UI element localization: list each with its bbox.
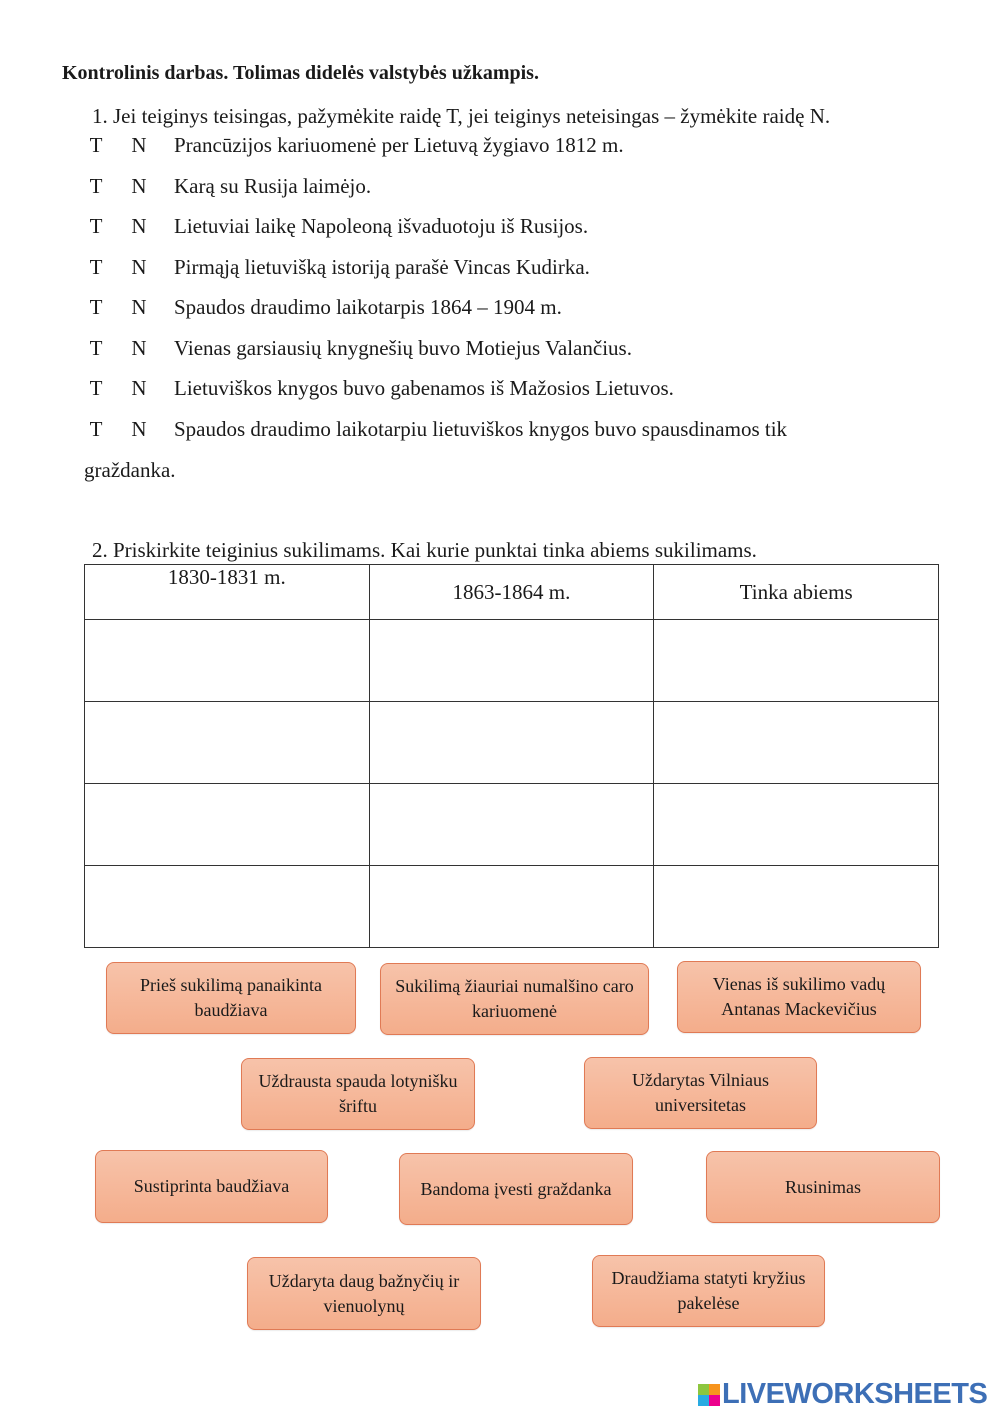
drop-zone[interactable] [654, 702, 939, 784]
drop-zone[interactable] [369, 866, 654, 948]
draggable-card[interactable] [584, 1057, 817, 1129]
card-label: Rusinimas [784, 1176, 861, 1197]
true-option[interactable]: T [89, 294, 103, 319]
card-label: Vienas iš sukilimo vadų Antanas Mackevičius [712, 974, 886, 1019]
statement-continuation: graždanka. [84, 458, 176, 482]
statement-text: Lietuviškos knygos buvo gabenamos iš Mažosios Lietuvos. [174, 375, 674, 400]
liveworksheets-logo-icon [698, 1384, 720, 1406]
card-label: Bandoma įvesti graždanka [420, 1178, 612, 1199]
draggable-card[interactable] [399, 1153, 633, 1225]
drop-zone[interactable] [654, 784, 939, 866]
false-option[interactable]: N [131, 335, 147, 360]
false-option[interactable]: N [131, 173, 147, 198]
drop-zone[interactable] [654, 866, 939, 948]
draggable-card[interactable] [241, 1058, 475, 1130]
draggable-card[interactable] [380, 963, 649, 1035]
statement-text: Prancūzijos kariuomenė per Lietuvą žygiavo 1812 m. [174, 132, 624, 157]
drop-zone[interactable] [85, 784, 370, 866]
true-option[interactable]: T [89, 213, 103, 238]
logo-text: LIVEWORKSHEETS [722, 1378, 988, 1410]
liveworksheets-logo[interactable] [698, 1378, 987, 1411]
card-label: Uždrausta spauda lotynišku šriftu [258, 1071, 458, 1116]
question-1-instruction: 1. Jei teiginys teisingas, pažymėkite raidę T, jei teiginys neteisingas – žymėkite raidę N. [92, 104, 831, 128]
table-row [85, 702, 939, 784]
true-option[interactable]: T [89, 416, 103, 441]
logo-square [709, 1395, 720, 1406]
true-option[interactable]: T [89, 335, 103, 360]
table-row [85, 866, 939, 948]
draggable-card[interactable] [247, 1257, 481, 1330]
false-option[interactable]: N [131, 254, 147, 279]
false-option[interactable]: N [131, 213, 147, 238]
drop-zone[interactable] [369, 620, 654, 702]
card-label: Sustiprinta baudžiava [133, 1176, 290, 1196]
true-option[interactable]: T [89, 132, 103, 157]
card-label: Uždarytas Vilniaus universitetas [631, 1070, 770, 1115]
matching-table [84, 564, 939, 948]
table-row [85, 784, 939, 866]
card-label: Prieš sukilimą panaikinta baudžiava [140, 975, 322, 1020]
logo-square [698, 1395, 709, 1406]
drop-zone[interactable] [369, 702, 654, 784]
column-header-both: Tinka abiems [654, 565, 939, 620]
draggable-card[interactable] [677, 961, 921, 1033]
statement-text: Lietuviai laikę Napoleoną išvaduotoju iš Rusijos. [174, 213, 589, 238]
drop-zone[interactable] [85, 702, 370, 784]
column-header-1830: 1830-1831 m. [85, 565, 370, 620]
drop-zone[interactable] [654, 620, 939, 702]
statement-text: Vienas garsiausių knygnešių buvo Motiejus Valančius. [174, 335, 632, 360]
true-option[interactable]: T [89, 254, 103, 279]
page-title: Kontrolinis darbas. Tolimas didelės valstybės užkampis. [62, 62, 539, 84]
false-option[interactable]: N [131, 375, 147, 400]
question-2-instruction: 2. Priskirkite teiginius sukilimams. Kai kurie punktai tinka abiems sukilimams. [92, 538, 757, 562]
table-row [85, 620, 939, 702]
drop-zone[interactable] [85, 620, 370, 702]
drop-zone[interactable] [369, 784, 654, 866]
draggable-card[interactable] [706, 1151, 940, 1223]
draggable-card[interactable] [106, 962, 356, 1034]
statement-text: Pirmąją lietuvišką istoriją parašė Vincas Kudirka. [174, 254, 590, 279]
statement-text: Karą su Rusija laimėjo. [174, 173, 372, 198]
logo-square [709, 1384, 720, 1395]
true-option[interactable]: T [89, 375, 103, 400]
draggable-card[interactable] [592, 1255, 825, 1327]
false-option[interactable]: N [131, 294, 147, 319]
drop-zone[interactable] [85, 866, 370, 948]
card-label: Sukilimą žiauriai numalšino caro kariuomenė [395, 976, 634, 1021]
false-option[interactable]: N [131, 416, 147, 441]
draggable-card[interactable] [95, 1150, 328, 1223]
statement-text: Spaudos draudimo laikotarpiu lietuviškos knygos buvo spausdinamos tik [174, 416, 788, 441]
true-option[interactable]: T [89, 173, 103, 198]
logo-square [698, 1384, 709, 1395]
card-label: Uždaryta daug bažnyčių ir vienuolynų [268, 1270, 460, 1316]
card-label: Draudžiama statyti kryžius pakelėse [611, 1268, 806, 1313]
column-header-1863: 1863-1864 m. [369, 565, 654, 620]
statement-text: Spaudos draudimo laikotarpis 1864 – 1904 m. [174, 294, 562, 319]
false-option[interactable]: N [131, 132, 147, 157]
